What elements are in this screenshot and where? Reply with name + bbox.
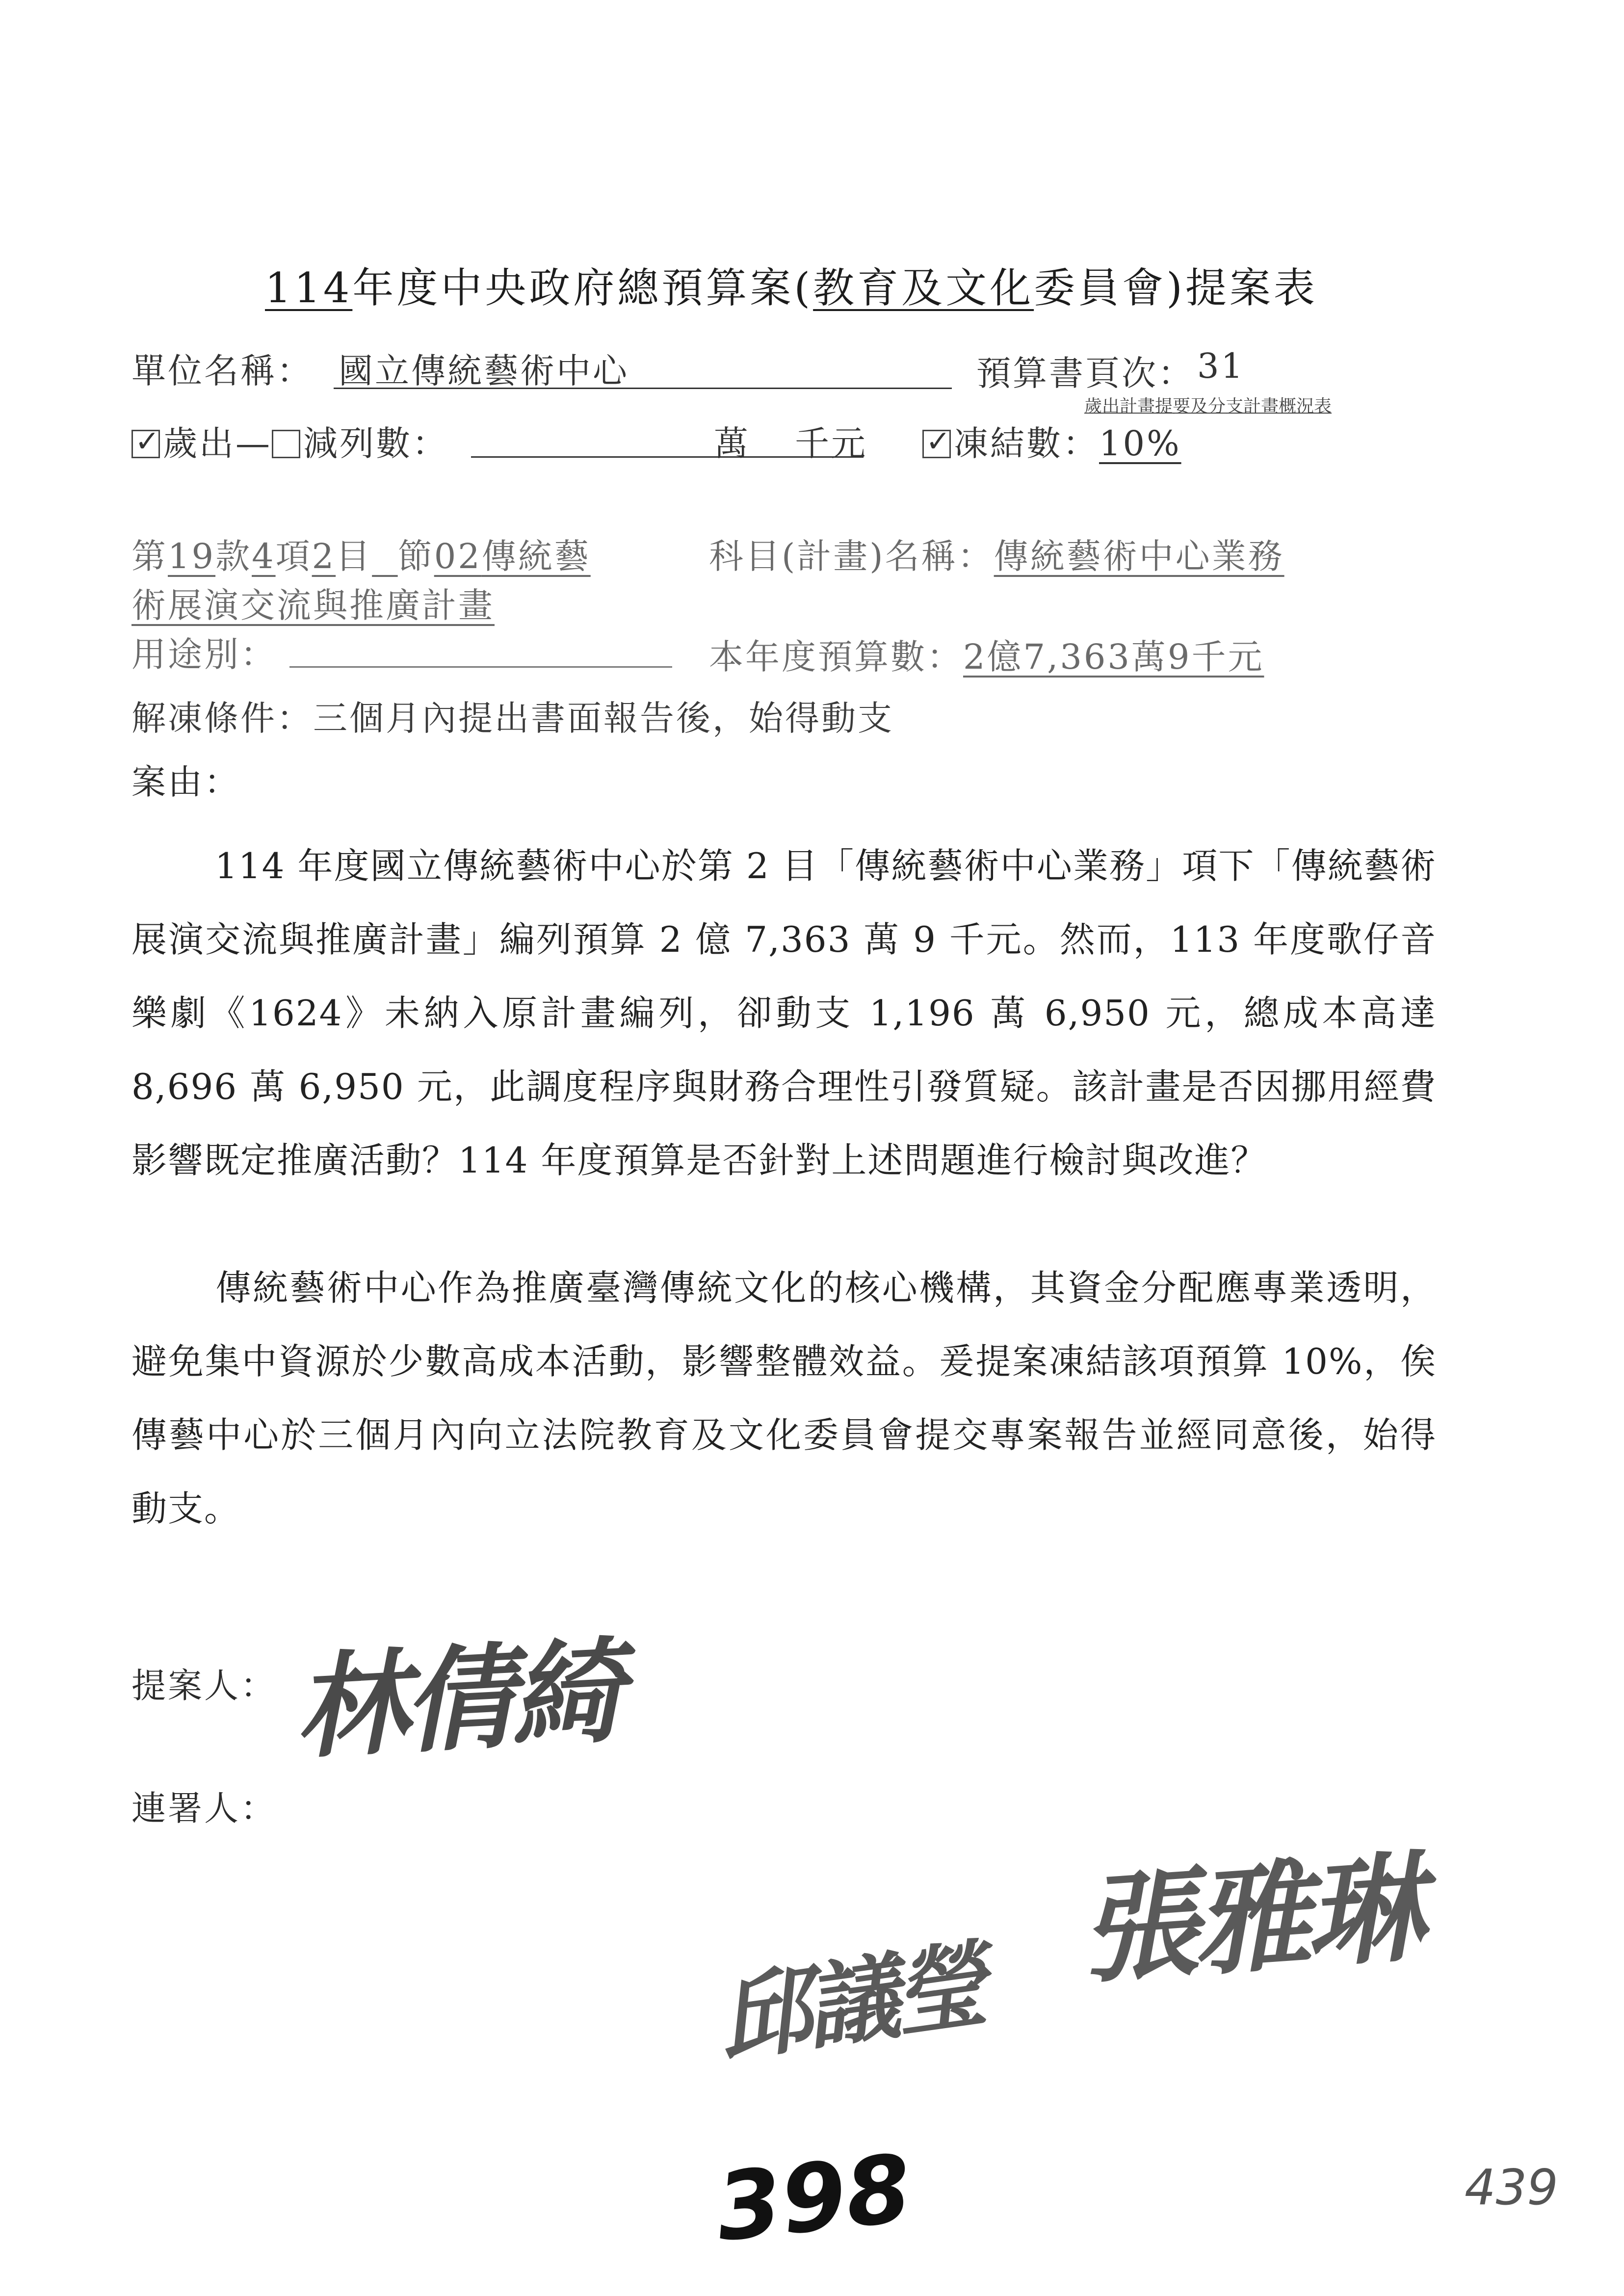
kuan-prefix: 第 — [131, 536, 168, 576]
mu-value: 2 — [312, 536, 336, 576]
unit-wan: 萬 — [714, 423, 750, 464]
cut-dash: — — [236, 423, 272, 464]
reduce-label: 減列數： — [303, 423, 448, 464]
usage-budget-row — [709, 629, 1264, 679]
condition-label: 解凍條件： — [131, 698, 313, 738]
reduce-checkbox[interactable] — [272, 430, 300, 458]
freeze-checkbox[interactable] — [922, 430, 951, 458]
unit-underline — [334, 388, 952, 389]
freeze-value: 10% — [1099, 423, 1181, 464]
mu-label: 目 — [336, 536, 372, 576]
reason-paragraph-2 — [131, 1251, 1437, 1545]
title-committee: 教育及文化 — [813, 264, 1034, 312]
title-year: 114 — [265, 264, 353, 312]
reason-paragraph-1-text: 114 年度國立傳統藝術中心於第 2 目「傳統藝術中心業務」項下「傳統藝術展演交流與推廣計畫」編列預算 2 億 7,363 萬 9 千元。然而，113 年度歌仔音樂劇《1624》未納入原計畫編列，卻動支 1,196 萬 6,950 元，總成本高達 8,696 萬 6,950 元，此調度程序與財務合理性引發質疑。該計畫是否因挪用經費影響既定推廣活動？114 年度預算是否針對上述問題進行檢討與改進？ — [131, 845, 1437, 1181]
reason-paragraph-1 — [131, 829, 1437, 1197]
budget-page-label: 預算書頁次： — [976, 353, 1194, 393]
proposer-signature: 林倩綺 — [291, 1626, 622, 1775]
budget-page-value: 31 — [1197, 346, 1245, 386]
unit-qian: 千元 — [795, 423, 867, 464]
jie-value: 02 — [434, 536, 482, 576]
subject-row — [709, 529, 1284, 578]
kuan-value: 19 — [168, 536, 216, 576]
corner-page-number: 439 — [1465, 2159, 1558, 2216]
program-name-part1: 傳統藝 — [481, 536, 591, 576]
title-part2: 委員會)提案表 — [1034, 264, 1318, 312]
subject-value: 傳統藝術中心業務 — [994, 536, 1284, 576]
condition-row — [131, 691, 894, 740]
freeze-row — [922, 416, 1181, 466]
title-part1: 年度中央政府總預算案( — [352, 264, 813, 312]
budget-amount-value: 2億7,363萬9千元 — [963, 637, 1264, 677]
usage-underline — [289, 666, 672, 668]
unit-label: 單位名稱： — [131, 351, 313, 391]
jie-blank — [372, 536, 398, 576]
cut-line-row — [131, 416, 448, 466]
program-name-part2: 術展演交流與推廣計畫 — [131, 585, 495, 626]
subject-label: 科目(計畫)名稱： — [709, 536, 994, 576]
proposer-label: 提案人： — [131, 1666, 277, 1706]
cosigner-label: 連署人： — [131, 1788, 277, 1828]
jie-label: 節 — [397, 536, 434, 576]
cosigner-signature-2: 張雅琳 — [1075, 1839, 1423, 2000]
program-line-2 — [131, 578, 495, 627]
program-line-1 — [131, 529, 591, 578]
budget-amount-label: 本年度預算數： — [709, 637, 963, 677]
expense-checkbox[interactable] — [131, 430, 160, 458]
reason-paragraph-2-text: 傳統藝術中心作為推廣臺灣傳統文化的核心機構，其資金分配應專業透明，避免集中資源於少數高成本活動，影響整體效益。爰提案凍結該項預算 10%，俟傳藝中心於三個月內向立法院教育及文化委員會提交專案報告並經同意後，始得動支。 — [131, 1267, 1437, 1529]
kuan-label: 款 — [215, 536, 252, 576]
freeze-label: 凍結數： — [954, 423, 1099, 464]
page-title — [265, 255, 1318, 314]
expense-label: 歲出 — [163, 423, 236, 464]
xiang-label: 項 — [275, 536, 312, 576]
cosigner-signature-1: 邱議瑩 — [711, 1931, 989, 2075]
budget-page-note: 歲出計畫提要及分支計畫概況表 — [1084, 396, 1332, 417]
handwritten-page-number: 398 — [711, 2134, 917, 2263]
reason-label: 案由： — [131, 762, 240, 802]
unit-value: 國立傳統藝術中心 — [339, 351, 629, 391]
condition-value: 三個月內提出書面報告後，始得動支 — [313, 698, 894, 738]
xiang-value: 4 — [252, 536, 276, 576]
usage-label: 用途別： — [131, 634, 277, 675]
